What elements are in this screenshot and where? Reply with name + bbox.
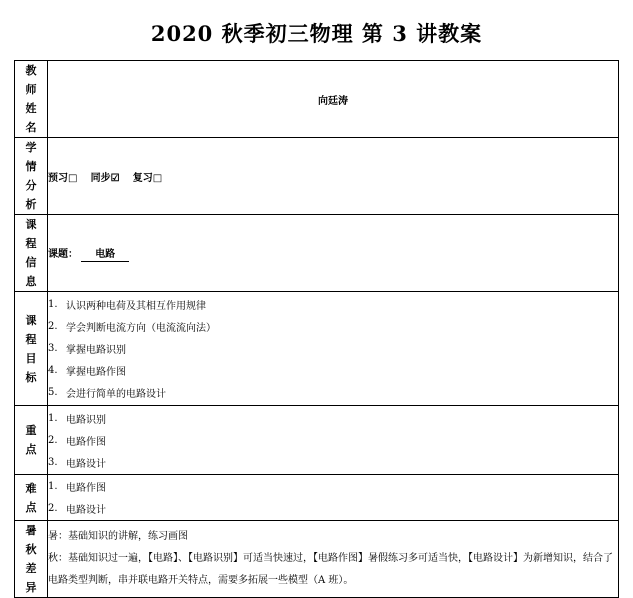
goals-list bbox=[48, 292, 619, 406]
label-char: 姓 bbox=[25, 102, 37, 115]
option-preview: 预习□ bbox=[48, 172, 78, 184]
page-title: 2020 秋季初三物理 第 3 讲教案 bbox=[150, 21, 483, 46]
item-num: 1. bbox=[48, 299, 58, 310]
option-review: 复习□ bbox=[132, 172, 163, 184]
item-text: 电路设计 bbox=[66, 505, 106, 516]
label-char: 秋 bbox=[25, 543, 37, 556]
item-text: 电路识别 bbox=[66, 414, 106, 426]
item-num: 1. bbox=[48, 412, 58, 424]
label-char: 差 bbox=[25, 562, 37, 575]
row-teacher bbox=[15, 61, 619, 138]
item-num: 5. bbox=[48, 387, 58, 398]
item-text: 学会判断电流方向（电流流向法） bbox=[66, 323, 216, 334]
label-course bbox=[15, 215, 48, 292]
label-difficulties bbox=[15, 475, 48, 521]
list-item bbox=[48, 429, 618, 451]
row-goals bbox=[15, 292, 619, 406]
item-text: 电路作图 bbox=[66, 483, 106, 494]
teacher-name: 向廷涛 bbox=[48, 61, 619, 138]
list-item bbox=[48, 338, 618, 360]
label-char: 课 bbox=[25, 313, 37, 327]
summer-note: 暑：基础知识的讲解，练习画图 bbox=[48, 531, 188, 542]
item-text: 会进行简单的电路设计 bbox=[66, 389, 166, 400]
row-season-diff bbox=[15, 521, 619, 598]
option-sync: 同步☑ bbox=[90, 172, 120, 184]
item-text: 认识两种电荷及其相互作用规律 bbox=[66, 301, 206, 312]
label-char: 难 bbox=[25, 481, 37, 495]
season-diff-text bbox=[48, 521, 619, 598]
item-num: 2. bbox=[48, 503, 58, 514]
difficulties-list bbox=[48, 475, 619, 521]
label-char: 暑 bbox=[25, 524, 37, 537]
item-num: 3. bbox=[48, 456, 58, 468]
label-char: 课 bbox=[25, 218, 37, 231]
item-text: 电路作图 bbox=[66, 436, 106, 448]
list-item bbox=[48, 451, 618, 473]
label-char: 名 bbox=[25, 121, 37, 134]
key-points-list bbox=[48, 406, 619, 475]
list-item bbox=[48, 294, 618, 316]
row-difficulties bbox=[15, 475, 619, 521]
list-item bbox=[48, 498, 618, 520]
label-char: 学 bbox=[25, 141, 37, 154]
label-char: 程 bbox=[25, 237, 37, 250]
item-num: 2. bbox=[48, 321, 58, 332]
label-char: 教 bbox=[25, 64, 37, 77]
row-analysis bbox=[15, 138, 619, 215]
course-info bbox=[48, 215, 619, 292]
label-teacher bbox=[15, 61, 48, 138]
label-char: 析 bbox=[25, 198, 37, 211]
label-char: 信 bbox=[25, 256, 37, 269]
label-char: 标 bbox=[25, 370, 37, 384]
label-char: 点 bbox=[25, 500, 37, 514]
item-text: 掌握电路识别 bbox=[66, 345, 126, 356]
label-season-diff bbox=[15, 521, 48, 598]
label-char: 息 bbox=[25, 275, 37, 288]
item-num: 2. bbox=[48, 434, 58, 446]
list-item bbox=[48, 316, 618, 338]
list-item bbox=[48, 476, 618, 498]
label-char: 程 bbox=[25, 332, 37, 346]
label-char: 分 bbox=[25, 179, 37, 192]
item-num: 3. bbox=[48, 343, 58, 354]
label-key-points bbox=[15, 406, 48, 475]
label-char: 目 bbox=[25, 351, 37, 365]
row-course bbox=[15, 215, 619, 292]
list-item bbox=[48, 360, 618, 382]
item-num: 1. bbox=[48, 481, 58, 492]
item-num: 4. bbox=[48, 365, 58, 376]
analysis-options bbox=[48, 138, 619, 215]
topic-label: 课题： bbox=[48, 248, 78, 260]
item-text: 掌握电路作图 bbox=[66, 367, 126, 378]
list-item bbox=[48, 407, 618, 429]
label-char: 情 bbox=[25, 160, 37, 173]
autumn-note: 秋：基础知识过一遍，【电路】、【电路识别】可适当快速过，【电路作图】暑假练习多可适当快，【电路设计】为新增知识，结合了电路类型判断，串并联电路开关特点，需要多拓展一些模型（A 班）。 bbox=[48, 553, 613, 586]
row-key-points bbox=[15, 406, 619, 475]
topic-value: 电路 bbox=[81, 245, 129, 262]
label-char: 重 bbox=[25, 424, 37, 437]
item-text: 电路设计 bbox=[66, 458, 106, 470]
label-goals bbox=[15, 292, 48, 406]
lesson-plan-table bbox=[14, 60, 619, 598]
label-char: 点 bbox=[25, 443, 37, 456]
list-item bbox=[48, 382, 618, 404]
label-char: 师 bbox=[25, 83, 37, 96]
label-char: 异 bbox=[25, 581, 37, 594]
label-analysis bbox=[15, 138, 48, 215]
